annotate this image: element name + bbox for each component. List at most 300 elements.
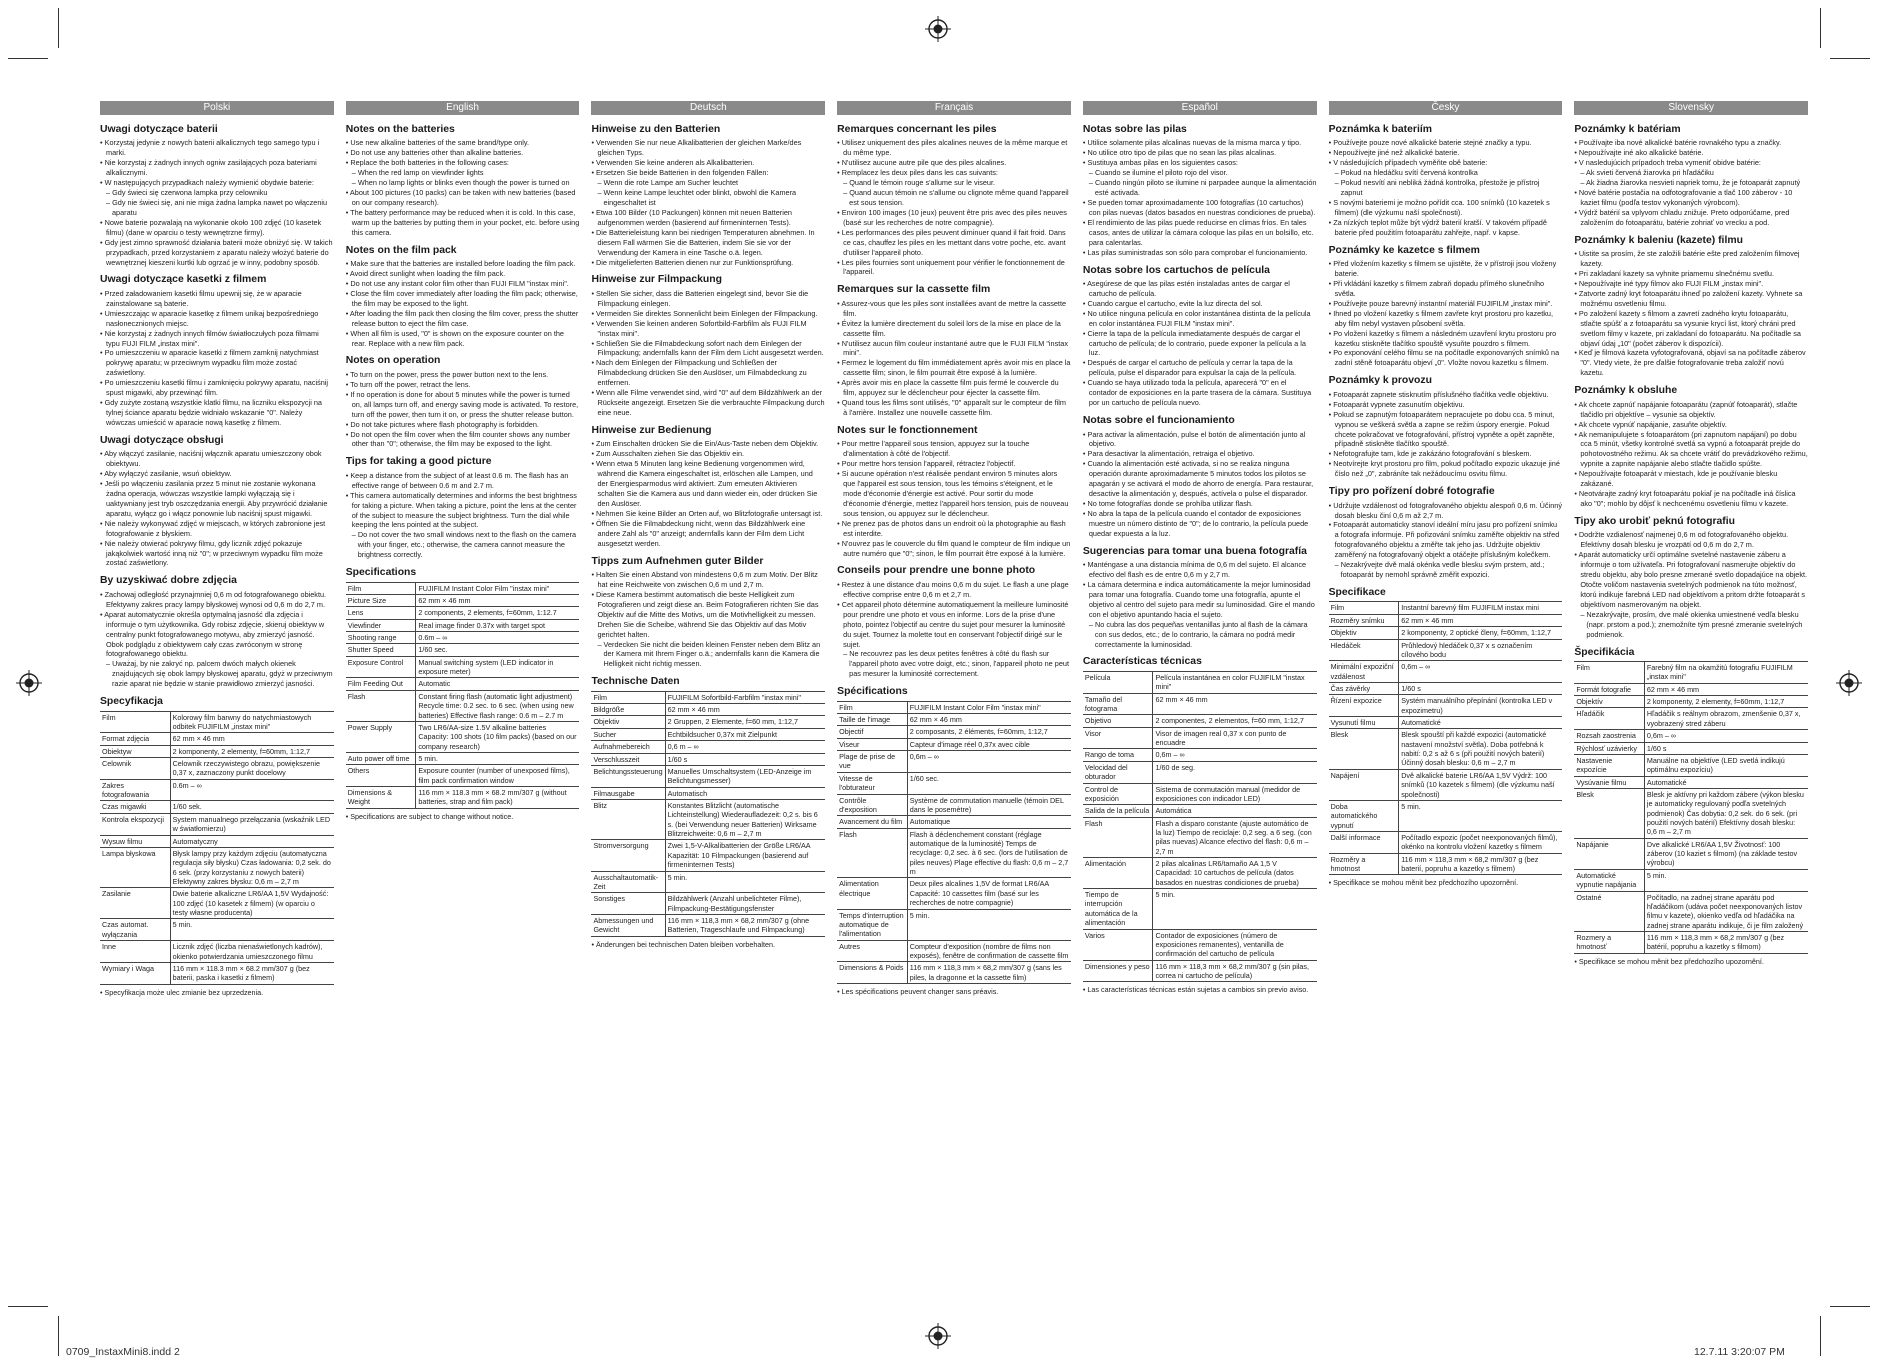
language-header: Español (1083, 101, 1317, 115)
spec-key: Blesk (1574, 788, 1644, 838)
table-row (837, 726, 1071, 738)
spec-value: 0,6m – ∞ (907, 751, 1071, 773)
bullet-list (837, 299, 1071, 418)
spec-note: • Specifikace se mohou měnit bez předchozího upozornění. (1574, 956, 1764, 966)
spec-key: Rango de toma (1083, 749, 1153, 761)
spec-key: Vysunutí filmu (1329, 717, 1399, 729)
spec-key: Ausschaltautomatik-Zeit (591, 871, 665, 893)
list-item: • Close the film cover immediately after loading the film pack; otherwise, the film may be exposed to the light. (346, 289, 580, 309)
list-item: • Gdy zużyte zostaną wszystkie klatki filmu, na liczniku ekspozycji na tylnej ściance aparatu będzie widniało wskazanie "0". Należy wówczas umieścić w aparacie nową kasetkę z filmem. (100, 398, 334, 428)
bullet-list (100, 590, 334, 689)
spec-key: Blitz (591, 799, 665, 839)
list-item: • Diese Kamera bestimmt automatisch die beste Helligkeit zum Fotografieren und zeigt diese an. Beim Fotografieren richten Sie das Objektiv auf die Mitte des Motivs, um die Motivhelligkeit zu messen. Drehen Sie die Scheibe, während Sie das Objektiv auf das Motiv gerichtet halten. (591, 590, 825, 640)
list-item: • N'utilisez aucun film couleur instantané autre que le FUJI FILM "instax mini". (837, 339, 1071, 359)
list-item: • Nowe baterie pozwalają na wykonanie około 100 zdjęć (10 kasetek filmu) (dane w oparciu o testy wewnętrzne firmy). (100, 218, 334, 238)
list-item: • Make sure that the batteries are installed before loading the film pack. (346, 259, 580, 269)
list-item: • Fermez le logement du film immédiatement après avoir mis en place la cassette film; sinon, le film pourrait être exposé à la lumière. (837, 358, 1071, 378)
list-item: • Verwenden Sie nur neue Alkalibatterien der gleichen Marke/des gleichen Typs. (591, 138, 825, 158)
registration-mark-icon (925, 1323, 951, 1349)
list-item: • Environ 100 images (10 jeux) peuvent être pris avec des piles neuves (basé sur les recherches de notre compagnie). (837, 208, 1071, 228)
section-heading: Notas sobre los cartuchos de película (1082, 264, 1270, 276)
section-heading: Sugerencias para tomar una buena fotografía (1082, 545, 1307, 557)
table-row (1574, 742, 1808, 754)
list-item: • Po založení kazety s filmom a zavretí zadného krytu fotoaparátu, stlačte spúšť a z fotoaparátu sa vysunie krycí list, ktorý chráni pred svetlom filmy v kazete, pri zakladaní do fotoaparátu. Na počítadle sa objaví údaj „10" (počet záberov k dispozícii). (1574, 309, 1808, 349)
crop-mark (1820, 8, 1821, 48)
list-item: • Aby wyłączyć zasilanie, wsuń obiektyw. (100, 469, 334, 479)
list-item: – Pokud na hledáčku svítí červená kontrolka (1329, 168, 1563, 178)
list-item: • Pour mettre l'appareil sous tension, appuyez sur la touche d'alimentation à côté de l'objectif. (837, 439, 1071, 459)
list-item: • No tome fotografías donde se prohíba utilizar flash. (1083, 499, 1317, 509)
table-row (837, 940, 1071, 962)
section-heading: Notas sobre las pilas (1082, 124, 1187, 135)
spec-value: Konstantes Blitzlicht (automatische Lichteinstellung) Wiederaufladezeit: 0,2 s. bis 6 s. (bei Verwendung neuer Batterien) Wirksame Blitzreichweite: 0,6 m – 2,7 m (665, 799, 825, 839)
spec-value: 1/60 sec. (416, 644, 580, 656)
spec-value: 0,6 m – ∞ (665, 741, 825, 753)
list-item: • Fotoaparát zapnete stisknutím příslušného tlačítka vedle objektivu. (1329, 390, 1563, 400)
list-item: • Nepoužívejte jiné než alkalické baterie. (1329, 148, 1563, 158)
list-item: • Assurez-vous que les piles sont installées avant de mettre la cassette film. (837, 299, 1071, 319)
spec-key: Objektív (1574, 696, 1644, 708)
list-item: • Nepoužívajte fotoaparát v miestach, kde je používanie blesku zakázané. (1574, 469, 1808, 489)
list-item: • Se pueden tomar aproximadamente 100 fotografías (10 cartuchos) con pilas nuevas (datos basados en nuestras condiciones de prueba). (1083, 198, 1317, 218)
crop-mark (1820, 1316, 1821, 1356)
table-row (1574, 661, 1808, 683)
spec-value: Exposure counter (number of unexposed films), film pack confirmation window (416, 765, 580, 787)
bullet-list (100, 138, 334, 267)
spec-value: Hľadáčik s reálnym obrazom, zmenšenie 0,37 x, vyobrazený stred záberu (1644, 708, 1808, 730)
spec-key: Lens (346, 607, 416, 619)
table-row (1574, 683, 1808, 695)
list-item: – Nezakrývajte, prosím, dve malé okienka umiestnené vedľa blesku (napr. prstom a pod.); znemožníte tým presné zmeranie svetelných podmienok. (1574, 610, 1808, 640)
table-row (837, 909, 1071, 940)
table-row (1083, 817, 1317, 857)
list-item: • Uistite sa prosím, že ste založili batérie ešte pred založením filmovej kazety. (1574, 249, 1808, 269)
spec-key: Verschlusszeit (591, 753, 665, 765)
spec-value: Farebný film na okamžitú fotografiu FUJIFILM „instax mini" (1644, 661, 1808, 683)
spec-key: Minimální expoziční vzdálenost (1329, 661, 1399, 683)
spec-value: Průhledový hledáček 0,37 x s označením cílového bodu (1399, 639, 1563, 661)
table-row (100, 733, 334, 745)
list-item: • Die Batterieleistung kann bei niedrigen Temperaturen abnehmen. In diesem Fall wärmen Sie die Batterien, indem Sie sie vor der Verwendung der Kamera in eine Tasche o.ä. legen. (591, 228, 825, 258)
spec-value: Błysk lampy przy każdym zdjęciu (automatyczna regulacja siły błysku) Czas ładowania: 0,2 sek. do 6 sek. (przy korzystaniu z nowych baterii) Efektywny zakres błysku: 0,6 m – 2,7 m (170, 847, 334, 887)
spec-key: Hľadáčik (1574, 708, 1644, 730)
spec-note: • Specyfikacja może ulec zmianie bez uprzedzenia. (100, 987, 264, 997)
table-row (1329, 602, 1563, 614)
language-header: English (346, 101, 580, 115)
table-row (1083, 727, 1317, 749)
spec-value: Bildzählwerk (Anzahl unbelichteter Filme), Filmpackung-Bestätigungsfenster (665, 893, 825, 915)
list-item: • Vermeiden Sie direktes Sonnenlicht beim Einlegen der Filmpackung. (591, 309, 825, 319)
list-item: • Asegúrese de que las pilas estén instaladas antes de cargar el cartucho de película. (1083, 279, 1317, 299)
list-item: – When the red lamp on viewfinder lights (346, 168, 580, 178)
bullet-list (1083, 430, 1317, 539)
table-row (1329, 661, 1563, 683)
section-heading: Tips for taking a good picture (345, 456, 492, 468)
list-item: • Les piles fournies sont uniquement pour vérifier le fonctionnement de l'appareil. (837, 258, 1071, 278)
section-heading: Hinweise zu den Batterien (591, 124, 721, 135)
table-row (100, 888, 334, 919)
table-row (837, 962, 1071, 984)
spec-value: 116 mm × 118,3 mm × 68,2 mm/307 g (bez baterií, popruhu a kazetky s filmem) (1399, 853, 1563, 875)
spec-key: Automatické vypnutie napájania (1574, 869, 1644, 891)
section-heading: Notes on operation (345, 355, 441, 367)
table-row (591, 840, 825, 871)
spec-value: 0,6m – ∞ (1399, 661, 1563, 683)
spec-key: Wysuw filmu (100, 835, 170, 847)
spec-key: Objetivo (1083, 715, 1153, 727)
spec-key: Film (837, 701, 907, 713)
table-row (837, 751, 1071, 773)
table-row (591, 871, 825, 893)
table-row (100, 711, 334, 733)
spec-value: 1/60 sek. (170, 801, 334, 813)
spec-value: 5 min. (907, 909, 1071, 940)
spec-key: Film (1329, 602, 1399, 614)
spec-value: 62 mm × 46 mm (416, 594, 580, 606)
language-column (1574, 101, 1808, 1311)
spec-key: Rozměry a hmotnost (1329, 853, 1399, 875)
list-item: – Verdecken Sie nicht die beiden kleinen Fenster neben dem Blitz an der Kamera mit Ihrem Finger o.ä.; andernfalls kann die Kamera die Helligkeit nicht richtig messen. (591, 640, 825, 670)
bullet-list (1574, 138, 1808, 227)
spec-key: Power Supply (346, 721, 416, 752)
list-item: • Remplacez les deux piles dans les cas suivants: (837, 168, 1071, 178)
list-item: • Nie korzystaj z żadnych innych ogniw zasilających poza bateriami alkalicznymi. (100, 158, 334, 178)
spec-value: 1/60 s (1644, 742, 1808, 754)
spec-key: Filmausgabe (591, 787, 665, 799)
list-item: • Aby włączyć zasilanie, naciśnij włącznik aparatu umieszczony obok obiektywu. (100, 449, 334, 469)
list-item: • Po umieszczeniu kasetki filmu i zamknięciu pokrywy aparatu, naciśnij spust migawki, aby przewinąć film. (100, 378, 334, 398)
language-column (100, 101, 334, 1311)
spec-key: Dimensions & Poids (837, 962, 907, 984)
spec-value: 5 min. (1644, 869, 1808, 891)
list-item: • Utilisez uniquement des piles alcalines neuves de la même marque et du même type. (837, 138, 1071, 158)
table-row (1083, 749, 1317, 761)
crop-mark (58, 8, 59, 48)
spec-note: • Les spécifications peuvent changer sans préavis. (837, 987, 999, 997)
section-heading: Poznámky k provozu (1328, 375, 1432, 387)
table-row (346, 787, 580, 809)
table-row (1329, 627, 1563, 639)
list-item: • N'ouvrez pas le couvercle du film quand le compteur de film indique un autre numéro que "0"; sinon, le film pourrait être exposé à la lumière. (837, 539, 1071, 559)
spec-value: 0,6m – ∞ (1644, 730, 1808, 742)
spec-key: Zasilanie (100, 888, 170, 919)
section-heading: Conseils pour prendre une bonne photo (837, 565, 1036, 577)
list-item: – Nezakrývejte dvě malá okénka vedle blesku svým prstem, atd.; fotoaparát by nemohl správně změřit expozici. (1329, 560, 1563, 580)
list-item: • Ak chcete vypnúť napájanie, zasuňte objektív. (1574, 420, 1808, 430)
table-row (1083, 671, 1317, 693)
spec-title: Spécifications (837, 686, 908, 698)
spec-key: Další informace (1329, 832, 1399, 854)
spec-key: Film (1574, 661, 1644, 683)
spec-key: Doba automatického vypnutí (1329, 800, 1399, 831)
spec-value: 116 mm × 118.3 mm × 68.2 mm/307 g (without batteries, strap and film pack) (416, 787, 580, 809)
list-item: • Etwa 100 Bilder (10 Packungen) können mit neuen Batterien aufgenommen werden (basierend auf firmeninternen Tests). (591, 208, 825, 228)
list-item: – Gdy świeci się czerwona lampka przy celowniku (100, 188, 334, 198)
section-heading: Remarques sur la cassette film (837, 284, 991, 296)
spec-value: Echtbildsucher 0,37x mit Zielpunkt (665, 728, 825, 740)
spec-value: 2 komponenty, 2 optické členy, f=60mm, 1:12,7 (1399, 627, 1563, 639)
crop-mark (58, 1316, 59, 1356)
spec-title: Špecifikácia (1574, 646, 1635, 658)
table-row (100, 941, 334, 963)
bullet-list (1574, 530, 1808, 639)
list-item: • Wenn etwa 5 Minuten lang keine Bedienung vorgenommen wird, während die Kamera eingeschaltet ist, erlöschen alle Lampen, und der Energiesparmodus wird aktiviert. Zum erneuten Aktivieren schalten Sie die Kamera aus und dann wieder ein, oder drücken Sie den Auslöser. (591, 459, 825, 509)
list-item: – No cubra las dos pequeñas ventanillas junto al flash de la cámara con sus dedos, etc.; de lo contrario, la cámara no podrá medir correctamente la luminosidad. (1083, 620, 1317, 650)
language-column (1083, 101, 1317, 1311)
list-item: • Use new alkaline batteries of the same brand/type only. (346, 138, 580, 148)
spec-value: FUJIFILM Sofortbild-Farbfilm "instax mini" (665, 691, 825, 703)
table-row (1329, 853, 1563, 875)
spec-key: Hledáček (1329, 639, 1399, 661)
list-item: – Ak svieti červená žiarovka pri hľadáčiku (1574, 168, 1808, 178)
section-heading: Uwagi dotyczące kasetki z filmem (100, 274, 267, 286)
table-row (346, 656, 580, 678)
table-row (837, 738, 1071, 750)
list-item: • Neotvárajte zadný kryt fotoaparátu pokiaľ je na počítadle iná číslica ako "0"; mohlo by dôjsť k nechcenému osvetleniu filmu v kazete. (1574, 489, 1808, 509)
list-item: • Zum Einschalten drücken Sie die Ein/Aus-Taste neben dem Objektiv. (591, 439, 825, 449)
list-item: • Nie należy wykonywać zdjęć w miejscach, w których zabronione jest fotografowanie z błyskiem. (100, 519, 334, 539)
bullet-list (591, 138, 825, 267)
list-item: • Ak nemanipulujete s fotoaparátom (pri zapnutom napájaní) po dobu cca 5 minút, všetky kontrolné svetlá sa vypnú a fotoaparát prejde do pohotovostného režimu. Ak sa chcete vrátiť do prevádzkového režimu, vypnite a zapnite napájanie alebo stlačte tlačidlo spúšte. (1574, 430, 1808, 470)
spec-title: Specifications (345, 567, 417, 579)
language-columns (100, 101, 1808, 1311)
spec-value: Dve alkalické LR6/AA 1,5V Životnosť: 100 záberov (10 kaziet s filmom) (na základe testov výrobcu) (1644, 838, 1808, 869)
spec-value: Blesk spouští při každé expozici (automatické nastavení množství světla). Doba potřebná k nabití: 0,2 s až 6 s (při použití nových baterií) Účinný dosah blesku: 0,6 m – 2,7 m (1399, 729, 1563, 769)
list-item: • Après avoir mis en place la cassette film puis fermé le couvercle du film, appuyez sur le déclencheur pour éjecter la cassette film. (837, 378, 1071, 398)
table-row (1329, 729, 1563, 769)
table-row (591, 765, 825, 787)
section-heading: Poznámky k obsluhe (1574, 385, 1678, 397)
section-heading: Uwagi dotyczące obsługi (100, 434, 224, 446)
list-item: • To turn on the power, press the power button next to the lens. (346, 370, 580, 380)
language-header: Slovensky (1574, 101, 1808, 115)
list-item: • Nach dem Einlegen der Filmpackung und Schließen der Filmabdeckung drücken Sie den Auslöser, um Filmabdeckung zu entfernen. (591, 358, 825, 388)
list-item: • Po vložení kazetky s filmem a následném uzavření krytu prostoru pro kazetku stiskněte tlačítko spouště vysuňte pouzdro s filmem. (1329, 329, 1563, 349)
list-item: • N'utilisez aucune autre pile que des piles alcalines. (837, 158, 1071, 168)
spec-value: 1/60 sec. (907, 772, 1071, 794)
spec-key: Varios (1083, 929, 1153, 960)
list-item: • Neotvírejte kryt prostoru pro film, pokud počítadlo expozic ukazuje jiné číslo než „0", zabráníte tak nežádoucímu osvitu filmu. (1329, 459, 1563, 479)
bullet-list (1329, 259, 1563, 368)
language-header: Česky (1329, 101, 1563, 115)
spec-value: Automatyczny (170, 835, 334, 847)
table-row (837, 794, 1071, 816)
list-item: • Při vkládání kazetky s filmem zabraň dopadu přímého slunečního světla. (1329, 279, 1563, 299)
table-row (591, 691, 825, 703)
list-item: • Cuando cargue el cartucho, evite la luz directa del sol. (1083, 299, 1317, 309)
table-row (591, 716, 825, 728)
list-item: • Keep a distance from the subject of at least 0.6 m. The flash has an effective range of between 0.6 m and 2.7 m. (346, 471, 580, 491)
list-item: • Si aucune opération n'est réalisée pendant environ 5 minutes alors que l'appareil est sous tension, tous les témoins s'éteignent, et le mode d'économie d'énergie est activé. Pour sortir du mode d'économie d'énergie, mettez l'appareil hors tension, puis de nouveau sous tension, ou appuyez sur le déclencheur. (837, 469, 1071, 519)
bullet-list (1083, 138, 1317, 257)
list-item: • Pour mettre hors tension l'appareil, rétractez l'objectif. (837, 459, 1071, 469)
spec-value: Manual switching system (LED indicator in exposure meter) (416, 656, 580, 678)
spec-table (1574, 661, 1808, 954)
language-column (837, 101, 1071, 1311)
table-row (1083, 929, 1317, 960)
table-row (1574, 838, 1808, 869)
table-row (100, 847, 334, 887)
list-item: • Para desactivar la alimentación, retraiga el objetivo. (1083, 449, 1317, 459)
list-item: • Zachowaj odległość przynajmniej 0,6 m od fotografowanego obiektu. Efektywny zakres pracy lampy błyskowej wynosi od 0,6 m do 2,7 m. (100, 590, 334, 610)
table-row (100, 919, 334, 941)
table-row (1329, 832, 1563, 854)
list-item: • V následujících případech vyměňte obě baterie: (1329, 158, 1563, 168)
spec-value: 62 mm × 46 mm (1399, 614, 1563, 626)
spec-key: Film (100, 711, 170, 733)
spec-value: 62 mm × 46 mm (1644, 683, 1808, 695)
bullet-list (837, 580, 1071, 679)
table-row (346, 594, 580, 606)
spec-value: 2 components, 2 elements, f=60mm, 1:12.7 (416, 607, 580, 619)
bullet-list (1083, 279, 1317, 408)
spec-value: 2 Gruppen, 2 Elemente, f=60 mm, 1:12,7 (665, 716, 825, 728)
list-item: – Cuando se ilumine el piloto rojo del visor. (1083, 168, 1317, 178)
table-row (100, 813, 334, 835)
list-item: • Po exponování celého filmu se na počítadle exponovaných snímků na zadní stěně fotoaparátu objeví „0". Vložte novou kazetku s filmem. (1329, 348, 1563, 368)
list-item: • Korzystaj jedynie z nowych baterii alkalicznych tego samego typu i marki. (100, 138, 334, 158)
spec-value: Počítadlo expozic (počet neexponovaných filmů), okénko na kontrolu vložení kazetky s filmem (1399, 832, 1563, 854)
language-column (346, 101, 580, 1311)
table-row (591, 704, 825, 716)
spec-value: Contador de exposiciones (número de exposiciones remanentes), ventanilla de confirmación del cartucho de película (1153, 929, 1317, 960)
table-row (1083, 761, 1317, 783)
list-item: • Jeśli po włączeniu zasilania przez 5 minut nie zostanie wykonana żadna operacja, wówczas wszystkie lampki wyłączają się i uaktywniany jest tryb oszczędzania energii. Aby przywrócić działanie aparatu, wyłącz go i włącz ponownie lub naciśnij spust migawki. (100, 479, 334, 519)
table-row (1574, 696, 1808, 708)
spec-value: Two LR6/AA-size 1.5V alkaline batteries Capacity: 100 shots (10 film packs) (based on our company research) (416, 721, 580, 752)
list-item: • Las pilas suministradas son sólo para comprobar el funcionamiento. (1083, 248, 1317, 258)
language-header: Deutsch (591, 101, 825, 115)
spec-value: 2 komponenty, 2 elementy, f=60mm, 1:12,7 (1644, 696, 1808, 708)
list-item: • Stellen Sie sicher, dass die Batterien eingelegt sind, bevor Sie die Filmpackung einlegen. (591, 289, 825, 309)
list-item: • Öffnen Sie die Filmabdeckung nicht, wenn das Bildzählwerk eine andere Zahl als "0" anzeigt; andernfalls kann der Film dem Licht ausgesetzt werden. (591, 519, 825, 549)
section-heading: Hinweise zur Bedienung (591, 424, 712, 436)
list-item: • Ak chcete zapnúť napájanie fotoaparátu (zapnúť fotoaparát), stlačte tlačidlo pri objektíve – vysunie sa objektív. (1574, 400, 1808, 420)
spec-key: Belichtungssteuerung (591, 765, 665, 787)
list-item: • Cet appareil photo détermine automatiquement la meilleure luminosité pour prendre une photo et vous en informe. Lors de la prise d'une photo, pointez l'objectif au centre du sujet pour mesurer la luminosité du sujet. Tournez la molette tout en conservant l'objectif dirigé sur le sujet. (837, 600, 1071, 650)
spec-key: Alimentation électrique (837, 878, 907, 909)
list-item: • Nepoužívajte iné ako alkalické batérie. (1574, 148, 1808, 158)
spec-key: Formát fotografie (1574, 683, 1644, 695)
language-header: Français (837, 101, 1071, 115)
spec-value: Automatické (1644, 776, 1808, 788)
bullet-list (1329, 501, 1563, 580)
spec-key: Control de exposición (1083, 783, 1153, 805)
bullet-list (346, 138, 580, 237)
spec-value: 5 min. (1399, 800, 1563, 831)
table-row (591, 914, 825, 936)
spec-key: Objectif (837, 726, 907, 738)
list-item: • About 100 pictures (10 packs) can be taken with new batteries (based on our company research). (346, 188, 580, 208)
spec-value: Flash a disparo constante (ajuste automático de la luz) Tiempo de reciclaje: 0,2 seg. a 6 seg. (con pilas nuevas) Alcance efectivo del flash: 0,6 m – 2,7 m (1153, 817, 1317, 857)
table-row (1083, 805, 1317, 817)
spec-title: Technische Daten (591, 676, 680, 688)
table-row (837, 828, 1071, 878)
spec-note: • Änderungen bei technischen Daten bleiben vorbehalten. (591, 939, 775, 949)
list-item: – Wenn keine Lampe leuchtet oder blinkt, obwohl die Kamera eingeschaltet ist (591, 188, 825, 208)
table-row (837, 816, 1071, 828)
list-item: • Do not take pictures where flash photography is forbidden. (346, 420, 580, 430)
list-item: • Después de cargar el cartucho de película y cerrar la tapa de la película, pulse el disparador para expulsar la caja de la película. (1083, 358, 1317, 378)
list-item: • Gdy jest zimno sprawność działania baterii może obniżyć się. W takich przypadkach, przed korzystaniem z aparatu należy włożyć baterie do wewnętrznej kieszeni kurtki lub ogrzać je w inny, podobny sposób. (100, 238, 334, 268)
spec-value: Blesk je aktívny pri každom zábere (výkon blesku je automaticky regulovaný podľa svetelných podmienok) Čas dobytia: 0,2 sek. do 6 sek. (pri použití nových batérií) Efektívny dosah blesku: 0,6 m – 2,7 m (1644, 788, 1808, 838)
spec-value: Automática (1153, 805, 1317, 817)
spec-key: Avancement du film (837, 816, 907, 828)
spec-key: Salida de la película (1083, 805, 1153, 817)
spec-value: Capteur d'image réel 0,37x avec cible (907, 738, 1071, 750)
spec-key: Flash (1083, 817, 1153, 857)
list-item: • If no operation is done for about 5 minutes while the power is turned on, all lamps turn off, and energy saving mode is activated. To restore, turn off the power, then turn it on, or press the shutter release button. (346, 390, 580, 420)
spec-key: Viseur (837, 738, 907, 750)
list-item: • Verwenden Sie keine anderen als Alkalibatterien. (591, 158, 825, 168)
list-item: • Po umieszczeniu w aparacie kasetki z filmem zamknij natychmiast pokrywę aparatu; w przeciwnym wypadku film może zostać zaświetlony. (100, 348, 334, 378)
table-row (1574, 931, 1808, 953)
spec-table (1329, 601, 1563, 875)
list-item: • Ersetzen Sie beide Batterien in den folgenden Fällen: (591, 168, 825, 178)
section-heading: Poznámky k baleniu (kazete) filmu (1574, 234, 1743, 246)
spec-key: Rozmery a hmotnosť (1574, 931, 1644, 953)
bullet-list (591, 439, 825, 548)
list-item: • Wenn alle Filme verwendet sind, wird "0" auf dem Bildzählwerk an der Rückseite angezeigt. Ersetzen Sie die verbrauchte Filmpackung durch eine neue. (591, 388, 825, 418)
spec-key: Aufnahmebereich (591, 741, 665, 753)
bullet-list (100, 449, 334, 568)
section-heading: Notas sobre el funcionamiento (1082, 415, 1235, 427)
bullet-list (346, 370, 580, 449)
bullet-list (1329, 390, 1563, 479)
spec-title: Características técnicas (1082, 656, 1202, 668)
table-row (591, 753, 825, 765)
table-row (1329, 682, 1563, 694)
spec-key: Auto power off time (346, 753, 416, 765)
bullet-list (1329, 138, 1563, 237)
list-item: • Cuando se haya utilizado toda la película, aparecerá "0" en el contador de exposiciones en la parte trasera de la cámara. Sustituya por un cartucho de película nuevo. (1083, 378, 1317, 408)
spec-value: 2 komponenty, 2 elementy, f=60mm, 1:12,7 (170, 745, 334, 757)
table-row (346, 607, 580, 619)
list-item: • After loading the film pack then closing the film cover, press the shutter release button to eject the film case. (346, 309, 580, 329)
list-item: • Keď je filmová kazeta vyfotografovaná, objaví sa na počítadle záberov "0". Vtedy viete, že pre ďalšie fotografovanie treba založiť novú kazetu. (1574, 348, 1808, 378)
table-row (1083, 858, 1317, 889)
list-item: • Para activar la alimentación, pulse el botón de alimentación junto al objetivo. (1083, 430, 1317, 450)
list-item: • Výdrž batérií sa vplyvom chladu znižuje. Preto odporúčame, pred založením do fotoaparátu, batérie zohriať vo vrecku a pod. (1574, 208, 1808, 228)
list-item: • Dodržte vzdialenosť najmenej 0,6 m od fotografovaného objektu. Efektívny dosah blesku je vrozpätí od 0,6 m do 2,7 m. (1574, 530, 1808, 550)
section-heading: By uzyskiwać dobre zdjęcia (100, 575, 237, 587)
spec-key: Sonstiges (591, 893, 665, 915)
spec-value: Licznik zdjęć (liczba nienaświetlonych kadrów), okienko potwierdzania umieszczonego filmu (170, 941, 334, 963)
spec-value: 2 componentes, 2 elementos, f=60 mm, 1:12,7 (1153, 715, 1317, 727)
section-heading: Tipy ako urobiť peknú fotografiu (1574, 515, 1735, 527)
spec-key: Sucher (591, 728, 665, 740)
spec-value: Počítadlo, na zadnej strane aparátu pod hľadáčikom (udáva počet neexponovaných listov filmu v kazete), okienko vedľa od hľadáčika na zadnej strane aparátu indikuje, či je film založený (1644, 891, 1808, 931)
spec-key: Nastavenie expozície (1574, 754, 1644, 776)
list-item: • Przed załadowaniem kasetki filmu upewnij się, że w aparacie zainstalowane są baterie. (100, 289, 334, 309)
spec-key: Abmessungen und Gewicht (591, 914, 665, 936)
spec-value: FUJIFILM Instant Color Film "instax mini" (416, 582, 580, 594)
list-item: • Nie należy otwierać pokrywy filmu, gdy licznik zdjęć pokazuje jakąkolwiek wartość inną niż "0"; w przeciwnym wypadku film może zostać zaświetlony. (100, 539, 334, 569)
spec-key: Stromversorgung (591, 840, 665, 871)
list-item: • Fotoaparát automaticky stanoví ideální míru jasu pro pořízení snímku a fotografa informuje. Při pořizování snímku zaměřte objektiv na střed fotografovaného objektu a změřte tak jeho jas. Udržujte objektiv zaměřený na fotografovaný objekt a otáčejte příslušným kolečkem. (1329, 520, 1563, 560)
spec-value: System manualnego przełączania (wskaźnik LED w światłomierzu) (170, 813, 334, 835)
list-item: • Évitez la lumière directement du soleil lors de la mise en place de la cassette film. (837, 319, 1071, 339)
table-row (346, 619, 580, 631)
table-row (1574, 754, 1808, 776)
table-row (100, 835, 334, 847)
spec-value: 0.6m – ∞ (416, 632, 580, 644)
list-item: – Ak žiadna žiarovka nesvieti napriek tomu, že je fotoaparát zapnutý (1574, 178, 1808, 188)
spec-key: Kontrola ekspozycji (100, 813, 170, 835)
list-item: • Fotoaparát vypnete zasunutím objektivu. (1329, 400, 1563, 410)
list-item: • Zatvorte zadný kryt fotoaparátu ihneď po založení kazety. Vyhnete sa možnému osvetleniu filmu. (1574, 289, 1808, 309)
spec-key: Alimentación (1083, 858, 1153, 889)
